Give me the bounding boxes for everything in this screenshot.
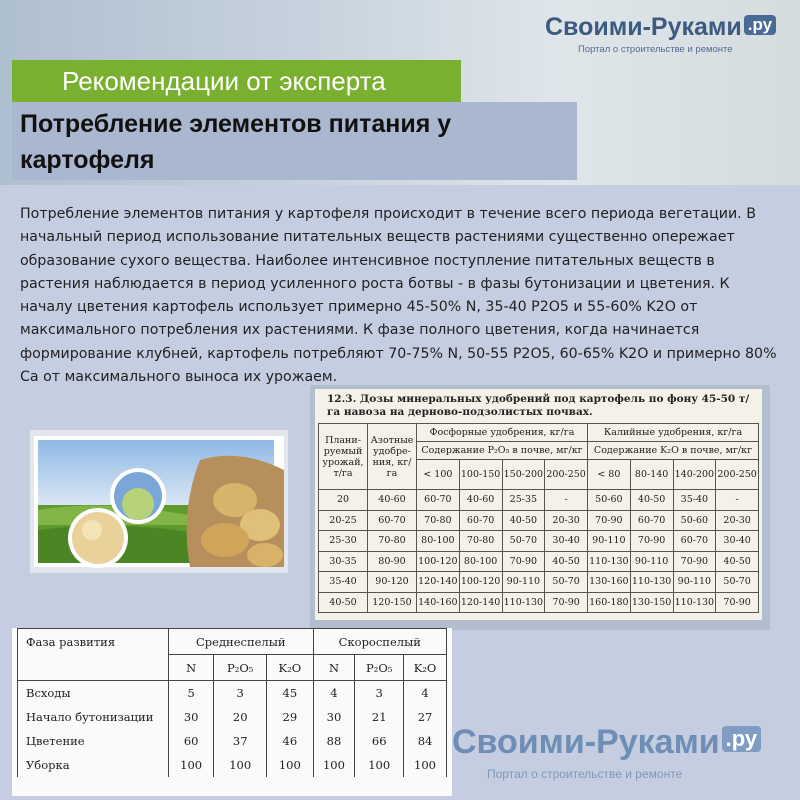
header-phosphorus-sub: Содержание P₂O₅ в почве, мг/кг <box>417 442 588 460</box>
table-row <box>319 490 759 511</box>
header-yield: Плани-руемый урожай, т/га <box>319 424 368 490</box>
table-row <box>18 729 447 753</box>
sub-header: K₂O <box>267 655 313 681</box>
table-cell: 60-70 <box>459 510 502 531</box>
table-cell: 40-60 <box>368 490 417 511</box>
table-cell: 90-110 <box>588 531 631 552</box>
table-cell: 45 <box>267 681 313 706</box>
table-cell: 130-150 <box>630 592 673 613</box>
title-line-2: картофеля <box>20 146 155 174</box>
table-cell: 20 <box>319 490 368 511</box>
table-cell: 60-70 <box>630 510 673 531</box>
table-cell: 70-80 <box>417 510 460 531</box>
table-cell: - <box>716 490 759 511</box>
table-row <box>18 753 447 777</box>
table-row <box>319 592 759 613</box>
table-cell: 90-110 <box>502 572 545 593</box>
table-cell: 30 <box>313 705 355 729</box>
logo-subtitle: Портал о строительстве и ремонте <box>578 44 733 55</box>
table-cell: 90-110 <box>630 551 673 572</box>
table-cell: 140-160 <box>417 592 460 613</box>
table-cell: 35-40 <box>673 490 716 511</box>
table-cell: 4 <box>313 681 355 706</box>
table-cell: 120-150 <box>368 592 417 613</box>
table-cell: 30-40 <box>545 531 588 552</box>
table-cell: 70-80 <box>459 531 502 552</box>
table-row <box>319 551 759 572</box>
table-cell: 50-70 <box>502 531 545 552</box>
table-cell: 20 <box>214 705 267 729</box>
doses-table-title: 12.3. Дозы минеральных удобрений под картофель по фону 45-50 т/га навоза на дерново-подзолистых почвах. <box>327 393 750 418</box>
table-cell: 80-90 <box>368 551 417 572</box>
table-cell: 70-90 <box>588 510 631 531</box>
table-row <box>319 531 759 552</box>
table-cell: 25-30 <box>319 531 368 552</box>
sub-header: N <box>169 655 214 681</box>
table-cell: 40-60 <box>459 490 502 511</box>
doses-table-body <box>319 490 759 613</box>
phos-col: 100-150 <box>459 460 502 490</box>
table-cell: 46 <box>267 729 313 753</box>
table-cell: 100-120 <box>459 572 502 593</box>
sub-header: K₂O <box>404 655 447 681</box>
logo-text: Своими-Руками <box>545 13 742 41</box>
table-cell: 50-60 <box>588 490 631 511</box>
table-cell: 3 <box>214 681 267 706</box>
table-cell: 110-130 <box>502 592 545 613</box>
header-potassium: Калийные удобрения, кг/га <box>588 424 759 442</box>
table-cell: 50-70 <box>545 572 588 593</box>
site-logo[interactable] <box>545 12 776 42</box>
phase-label: Всходы <box>18 681 169 706</box>
table-cell: 88 <box>313 729 355 753</box>
table-cell: 3 <box>355 681 404 706</box>
table-cell: 70-90 <box>716 592 759 613</box>
table-cell: 110-130 <box>673 592 716 613</box>
sub-header: P₂O₅ <box>214 655 267 681</box>
table-cell: 60-70 <box>673 531 716 552</box>
table-cell: 70-90 <box>673 551 716 572</box>
table-cell: 70-90 <box>502 551 545 572</box>
table-cell: 100-120 <box>417 551 460 572</box>
table-cell: - <box>545 490 588 511</box>
table-cell: 40-50 <box>630 490 673 511</box>
table-cell: 80-100 <box>459 551 502 572</box>
table-cell: 100 <box>169 753 214 777</box>
table-cell: 35-40 <box>319 572 368 593</box>
body-paragraph: Потребление элементов питания у картофеля происходит в течение всего периода вегетации. В начальный период использование питательных веществ растениями существенно опережает образование сухого вещества. Наиболее интенсивное поступление питательных веществ в растения наблюдается в период усиленного роста ботвы - в фазы бутонизации и цветения. К началу цветения картофель использует примерно 45-50% N, 35-40 P2O5 и 55-60% K2O от максимального потребления их растениями. К фазе полного цветения, когда начинается формирование клубней, картофель потребляют 70-75% N, 50-55 P2O5, 60-65% K2O и примерно 80% Ca от максимального выноса их урожаем. <box>20 206 777 386</box>
phos-col: 150-200 <box>502 460 545 490</box>
table-cell: 110-130 <box>630 572 673 593</box>
phase-table <box>17 628 447 777</box>
header-nitrogen: Азотные удобре-ния, кг/га <box>368 424 417 490</box>
table-row <box>18 705 447 729</box>
title-line-1: Потребление элементов питания у <box>20 110 452 138</box>
table-cell: 120-140 <box>459 592 502 613</box>
potash-col: 200-250 <box>716 460 759 490</box>
phos-col: < 100 <box>417 460 460 490</box>
page-title <box>12 102 577 180</box>
table-cell: 100 <box>404 753 447 777</box>
table-cell: 60-70 <box>368 510 417 531</box>
table-cell: 4 <box>404 681 447 706</box>
table-row <box>319 510 759 531</box>
table-cell: 20-30 <box>716 510 759 531</box>
table-cell: 70-90 <box>545 592 588 613</box>
table-cell: 66 <box>355 729 404 753</box>
logo-tld: .ру <box>744 15 776 35</box>
table-cell: 60 <box>169 729 214 753</box>
table-cell: 27 <box>404 705 447 729</box>
table-cell: 100 <box>355 753 404 777</box>
header-mid-season: Среднеспелый <box>169 629 314 655</box>
table-cell: 40-50 <box>545 551 588 572</box>
table-cell: 20-30 <box>545 510 588 531</box>
table-cell: 50-60 <box>673 510 716 531</box>
body-text-block <box>12 186 788 386</box>
table-cell: 60-70 <box>417 490 460 511</box>
table-row <box>319 572 759 593</box>
expert-tag: Рекомендации от эксперта <box>12 60 461 102</box>
watermark-logo <box>452 722 761 762</box>
table-cell: 90-110 <box>673 572 716 593</box>
sub-header: N <box>313 655 355 681</box>
phase-label: Уборка <box>18 753 169 777</box>
table-cell: 100 <box>267 753 313 777</box>
phase-table-card <box>12 628 452 796</box>
table-cell: 120-140 <box>417 572 460 593</box>
potash-col: 140-200 <box>673 460 716 490</box>
doses-table <box>318 423 759 613</box>
table-row <box>18 681 447 706</box>
potato-illustration <box>30 430 288 573</box>
table-cell: 29 <box>267 705 313 729</box>
phos-col: 200-250 <box>545 460 588 490</box>
table-cell: 80-100 <box>417 531 460 552</box>
table-cell: 84 <box>404 729 447 753</box>
table-cell: 100 <box>214 753 267 777</box>
phase-table-body <box>18 681 447 778</box>
table-cell: 40-50 <box>319 592 368 613</box>
watermark-subtitle: Портал о строительстве и ремонте <box>487 767 683 781</box>
phase-label: Цветение <box>18 729 169 753</box>
table-cell: 25-35 <box>502 490 545 511</box>
header-phosphorus: Фосфорные удобрения, кг/га <box>417 424 588 442</box>
header-early: Скороспелый <box>313 629 446 655</box>
potash-col: 80-140 <box>630 460 673 490</box>
table-cell: 160-180 <box>588 592 631 613</box>
phase-label: Начало бутонизации <box>18 705 169 729</box>
header-phase: Фаза развития <box>18 629 169 681</box>
table-cell: 50-70 <box>716 572 759 593</box>
table-cell: 40-50 <box>502 510 545 531</box>
table-cell: 130-160 <box>588 572 631 593</box>
table-cell: 70-80 <box>368 531 417 552</box>
potash-col: < 80 <box>588 460 631 490</box>
watermark-tld: .ру <box>722 726 762 752</box>
table-cell: 30 <box>169 705 214 729</box>
table-cell: 70-90 <box>630 531 673 552</box>
table-cell: 40-50 <box>716 551 759 572</box>
header-potassium-sub: Содержание K₂O в почве, мг/кг <box>588 442 759 460</box>
table-cell: 90-120 <box>368 572 417 593</box>
potato-field-photo <box>30 430 288 573</box>
doses-table-card <box>315 389 762 620</box>
table-cell: 20-25 <box>319 510 368 531</box>
table-cell: 37 <box>214 729 267 753</box>
table-cell: 5 <box>169 681 214 706</box>
sub-header: P₂O₅ <box>355 655 404 681</box>
watermark-text: Своими-Руками <box>452 723 720 761</box>
table-cell: 100 <box>313 753 355 777</box>
table-cell: 30-40 <box>716 531 759 552</box>
table-cell: 30-35 <box>319 551 368 572</box>
table-cell: 21 <box>355 705 404 729</box>
table-cell: 110-130 <box>588 551 631 572</box>
